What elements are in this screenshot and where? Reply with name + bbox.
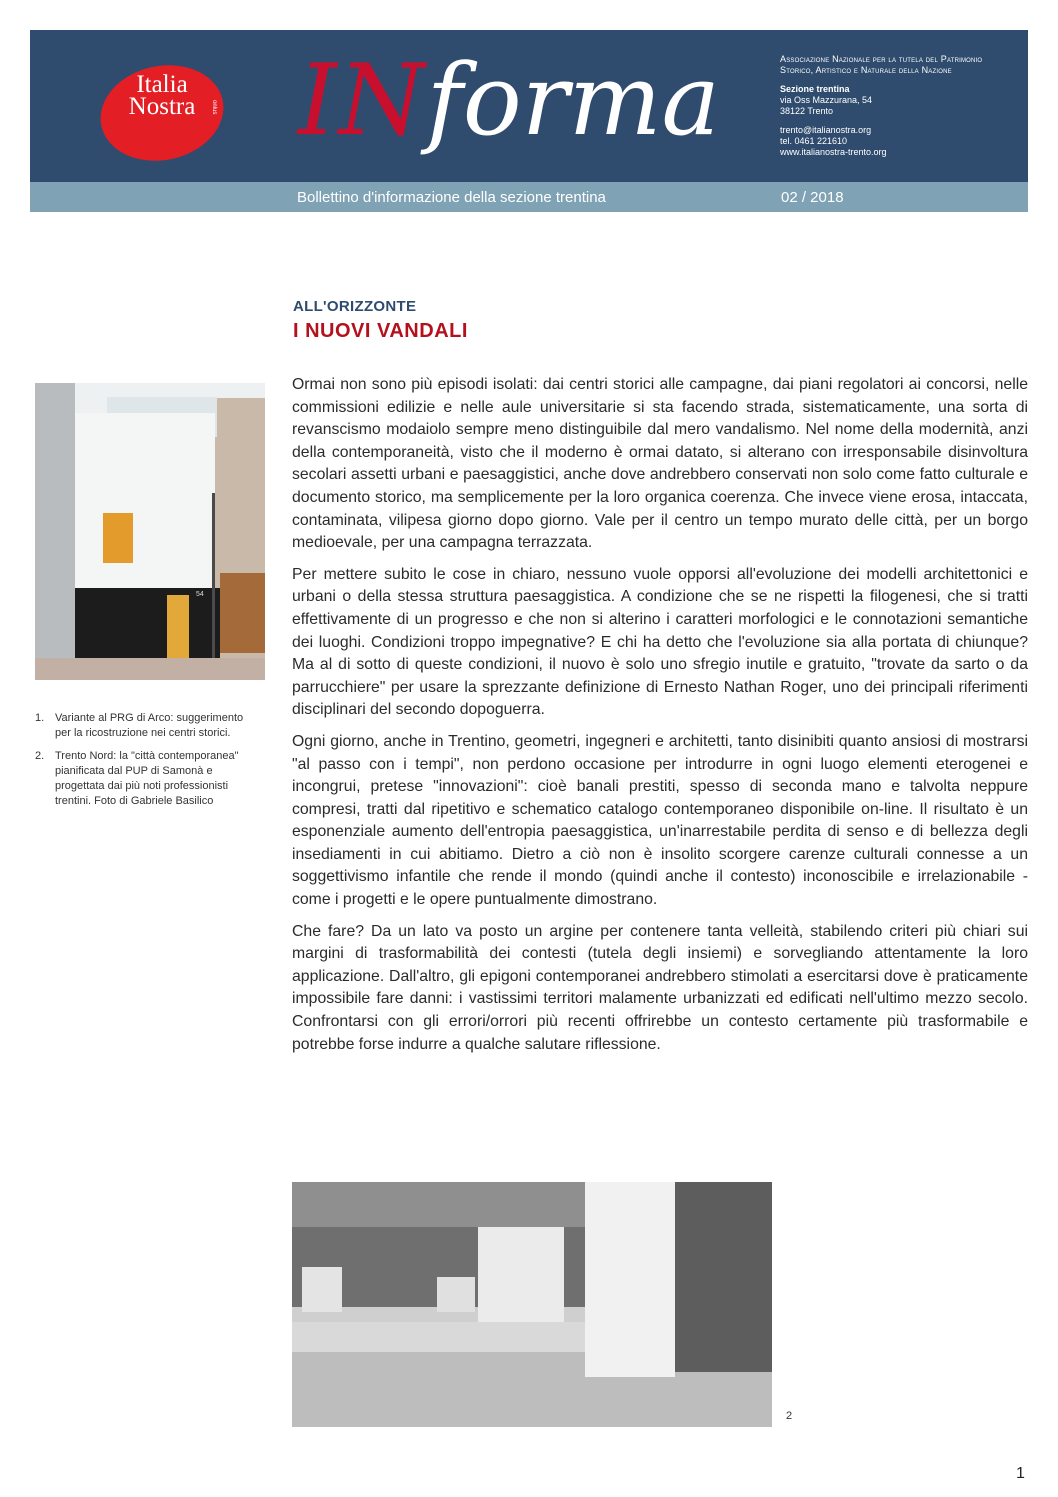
caption-2-text: Trento Nord: la "città contemporanea" pianificata dal PUP di Samonà e progettata dai più noti professionisti trentini. Foto di Gabriele Basilico bbox=[55, 750, 239, 807]
address-line-2: 38122 Trento bbox=[780, 106, 834, 116]
section-label: Sezione trentina bbox=[780, 84, 850, 94]
paragraph: Ogni giorno, anche in Trentino, geometri, ingegneri e architetti, tanto disinibiti quanto ansiosi di mostrarsi "al passo con i tempi", non perdono occasione per introdurre in ogni luogo elementi eterogenei e incongrui, pretese "innovazioni": cioè banali prestiti, spesso di seconda mano e talvolta neppure compresi, tratti dal ripetitivo e schematico catalogo contemporaneo disponibile on-line. Il risultato è un esponenziale aumento dell'entropia paesaggistica, un'inarrestabile perdita di senso e di bellezza degli insediamenti in cui abitiamo. Dietro a ciò non è insolito scorgere carenze culturali connesse a un soggettivismo infantile che rende il mondo (quindi anche il contesto) inconoscibile e irrelazionabile - come i progetti e le opere puntualmente dimostrano. bbox=[292, 732, 1028, 909]
logo-line-1: Italia bbox=[136, 71, 188, 98]
masthead-banner bbox=[30, 30, 1028, 182]
article-title: I NUOVI VANDALI bbox=[293, 320, 468, 342]
logo-wordmark bbox=[102, 71, 222, 120]
section-kicker: ALL'ORIZZONTE bbox=[293, 298, 417, 315]
logo-onlus: onlus bbox=[211, 100, 217, 115]
photo-arco-facade bbox=[35, 383, 265, 680]
subtitle-bar bbox=[30, 182, 1028, 212]
caption-2 bbox=[35, 749, 253, 809]
caption-1-text: Variante al PRG di Arco: suggerimento per la ricostruzione nei centri storici. bbox=[55, 712, 244, 739]
contact-phone: tel. 0461 221610 bbox=[780, 136, 848, 146]
masthead-title bbox=[298, 36, 720, 166]
bulletin-tagline: Bollettino d'informazione della sezione trentina bbox=[297, 189, 606, 206]
association-info bbox=[780, 54, 1025, 158]
page-number: 1 bbox=[1016, 1465, 1025, 1482]
figure-captions bbox=[35, 711, 253, 817]
contact-email: trento@italianostra.org bbox=[780, 125, 872, 135]
facade-number: 54 bbox=[196, 591, 204, 598]
paragraph: Ormai non sono più episodi isolati: dai centri storici alle campagne, dai piani regolatori ai concorsi, nelle commissioni edilizie e nelle aule universitarie si sta facendo strada, sistematicamente, una sorta di revanscismo modaiolo sempre meno distinguibile dal mero vandalismo. Nel nome della modernità, anzi della contemporaneità, visto che il moderno è ormai datato, si alterano con irresponsabile disinvoltura secolari assetti urbani e paesaggistici, anche dove andrebbero conservati non solo come fatto culturale e documento storico, ma semplicemente per la loro organica coerenza. Che invece viene erosa, intaccata, contaminata, vilipesa giorno dopo giorno. Vale per il centro un tempo murato delle città, per un borgo medioevale, per una campagna terrazzata. bbox=[292, 376, 1028, 552]
address-line-1: via Oss Mazzurana, 54 bbox=[780, 95, 873, 105]
article-body bbox=[292, 374, 1028, 1065]
paragraph: Che fare? Da un lato va posto un argine per contenere tanta velleità, stabilendo criteri più chiari sui margini di trasformabilità dei contesti (tutela degli insiemi) e sorvegliando attentamente la loro applicazione. Dall'altro, gli epigoni contemporanei andrebbero stimolati a esercitarsi dove è praticamente impossibile fare danni: i vastissimi territori malamente urbanizzati ed edificati nell'ultimo mezzo secolo. Confrontarsi con gli errori/orrori più recenti offrirebbe un contesto certamente più trasformabile e potrebbe forse indurre a qualche salutare riflessione. bbox=[292, 922, 1028, 1053]
logo-line-2: Nostra bbox=[128, 93, 196, 120]
caption-2-number: 2. bbox=[35, 750, 45, 762]
assoc-line-2: Storico, Artistico e Naturale della Nazione bbox=[780, 65, 952, 75]
issue-number: 02 / 2018 bbox=[781, 189, 844, 206]
contact-website: www.italianostra-trento.org bbox=[780, 147, 887, 157]
masthead-forma: forma bbox=[426, 44, 720, 158]
paragraph: Per mettere subito le cose in chiaro, nessuno vuole opporsi all'evoluzione dei modelli architettonici e urbani o della stessa struttura paesaggistica. A condizione che se ne rispetti la filogenesi, che si tratti effettivamente di un progresso e che non si alterino i caratteri morfologici e le connotazioni semantiche dei luoghi. Condizioni troppo impegnative? E chi ha detto che l'evoluzione sia alla portata di chiunque? Ma al di sotto di queste condizioni, il nuovo è solo uno sfregio inutile e gratuito, "trovate da sarto o da parrucchiere" per usare la sprezzante definizione di Ernesto Nathan Roger, uno dei principali riferimenti disciplinari del secondo dopoguerra. bbox=[292, 565, 1028, 719]
photo-trento-nord bbox=[292, 1182, 772, 1427]
figure-2-label: 2 bbox=[786, 1410, 793, 1422]
caption-1-number: 1. bbox=[35, 712, 45, 724]
masthead-in: IN bbox=[298, 44, 427, 158]
assoc-line-1: Associazione Nazionale per la tutela del Patrimonio bbox=[780, 54, 983, 64]
caption-1 bbox=[35, 711, 253, 741]
